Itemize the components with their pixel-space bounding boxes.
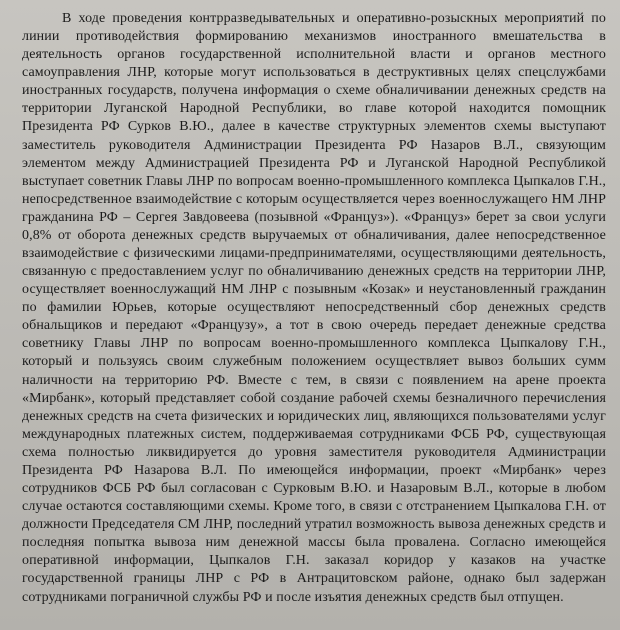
document-paragraph: В ходе проведения контрразведывательных и оперативно-розыскных мероприятий по линии противодействия формированию механизмов иностранного вмешательства в деятельность органов государственной исполнительной власти и органов местного самоуправления ЛНР, которые могут использоваться в деструктивных целях спецслужбами иностранных государств, получена информация о схеме обналичивании денежных средств на территории Луганской Народной Республики, во главе которой находится помощник Президента РФ Сурков В.Ю., далее в качестве структурных элементов схемы выступают заместитель руководителя Администрации Президента РФ Назаров В.Л., связующим элементом между Администрацией Президента РФ и Луганской Народной Республикой выступает советник Главы ЛНР по вопросам военно-промышленного комплекса Цыпкалов Г.Н., непосредственное взаимодействие с которым осуществляется через военнослужащего НМ ЛНР гражданина РФ – Сергея Завдовеева (позывной «Француз»). «Француз» берет за свои услуги 0,8% от оборота денежных средств выручаемых от обналичивания, далее непосредственное взаимодействие с физическими лицами-предпринимателями, осуществляющими деятельность, связанную с предоставлением услуг по обналичиванию денежных средств на территории ЛНР, осуществляет военнослужащий НМ ЛНР с позывным «Козак» и неустановленный гражданин по фамилии Юрьев, которые осуществляют непосредственный сбор денежных средств обнальщиков и передают «Французу», а тот в свою очередь передает денежные средства советнику Главы ЛНР по вопросам военно-промышленного комплекса Цыпкалову Г.Н., который и пользуясь своим служебным положением осуществляет вывоз больших сумм наличности на территорию РФ. Вместе с тем, в связи с появлением на арене проекта «Мирбанк», который представляет собой создание рабочей схемы безналичного перечисления денежных средств на счета физических и юридических лиц, являющихся пользователями услуг международных платежных систем, поддерживаемая сотрудниками ФСБ РФ, существующая схема полностью ликвидируется до уровня заместителя руководителя Администрации Президента РФ Назарова В.Л. По имеющейся информации, проект «Мирбанк» через сотрудников ФСБ РФ был согласован с Сурковым В.Ю. и Назаровым В.Л., которые в любом случае остаются составляющими схемы. Кроме того, в связи с отстранением Цыпкалова Г.Н. от должности Председателя СМ ЛНР, последний утратил возможность вывоза денежных средств и последняя попытка вывоза ним денежной массы была провалена. Согласно имеющейся оперативной информации, Цыпкалов Г.Н. заказал коридор у казаков на участке государственной границы ЛНР с РФ в Антрацитовском районе, однако был задержан сотрудниками пограничной службы РФ и после изъятия денежных средств был отпущен. bbox=[22, 11, 606, 605]
